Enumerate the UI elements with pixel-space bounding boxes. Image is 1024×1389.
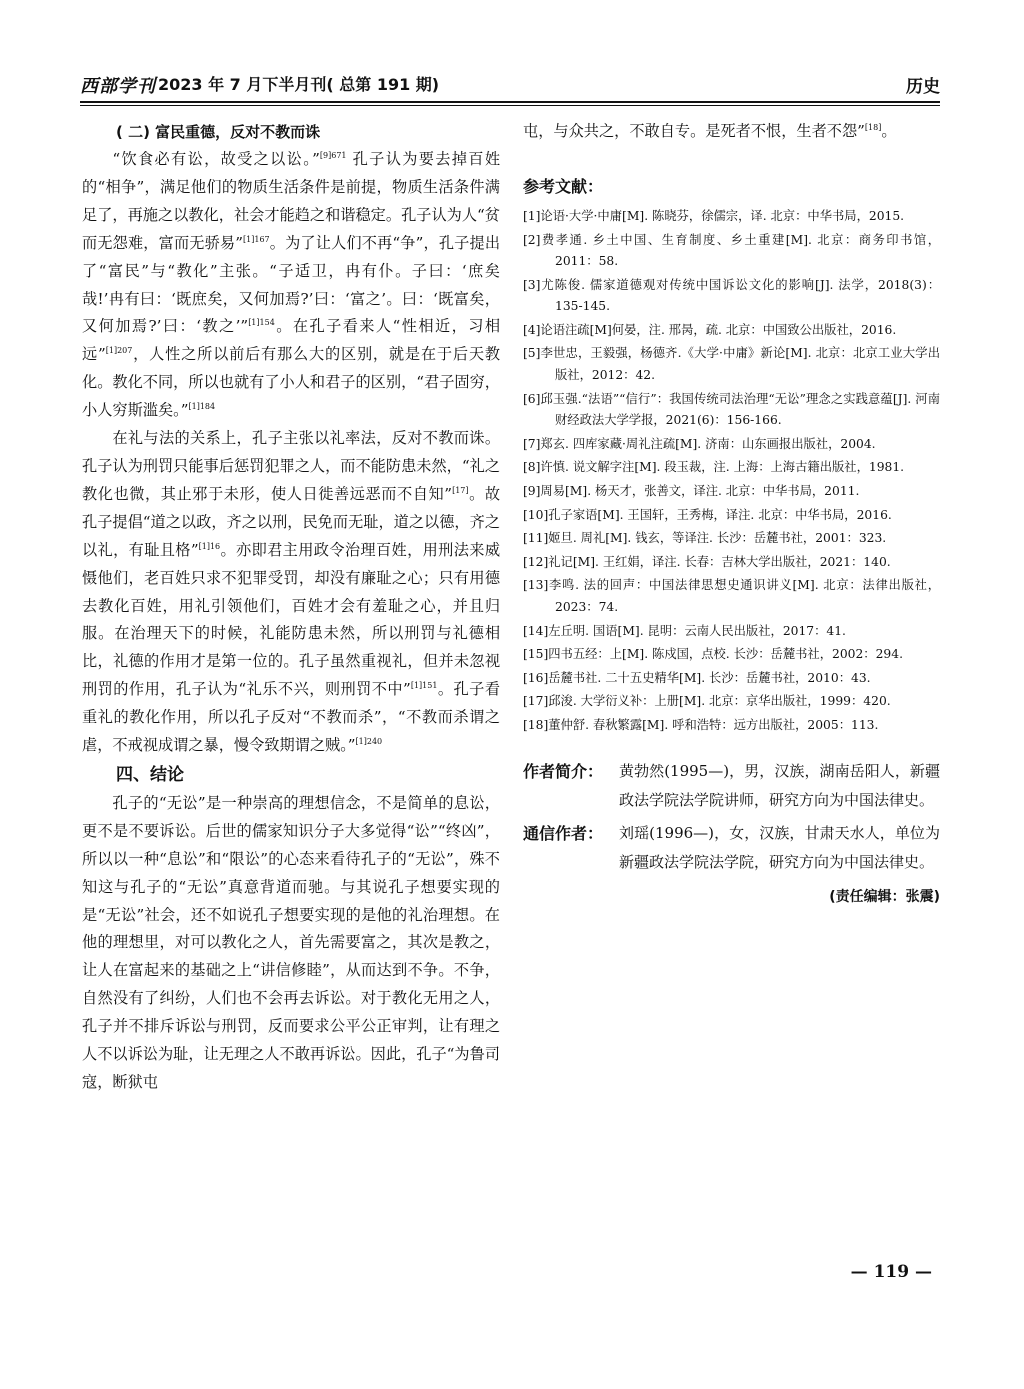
reference-item: [11]姬旦. 周礼[M]. 钱玄，等译注. 长沙：岳麓书社，2001：323. [523, 531, 887, 546]
citation: [9]671 [319, 150, 347, 160]
reference-item: [10]孔子家语[M]. 王国轩，王秀梅，译注. 北京：中华书局，2016. [523, 507, 892, 522]
reference-item: [2]费孝通. 乡土中国、生育制度、乡土重建[M]. 北京：商务印书馆，2011：58. [523, 232, 940, 269]
paragraph: “饮食必有讼，故受之以讼。”$^{[9]671}$ 孔子认为要去掉百姓的“相争”，满足他们的物质生活条件是前提，物质生活条件满足了，再施之以教化，社会才能趋之和谐稳定。孔子认为人“贫而无怨难，富而无骄易”$^{[1]167}$。为了让人们不再“争”，孔子提出了“富民”与“教化”主张。“子适卫，冉有仆。子曰：‘庶矣哉!’冉有曰：‘既庶矣，又何加焉?’曰：‘富之’。曰：‘既富矣，又何加焉?’曰：‘教之’”$^{[1]154}$。在孔子看来人“性相近，习相远”$^{[1]207}$，人性之所以前后有那么大的区别，就是在于后天教化。教化不同，所以也就有了小人和君子的区别，“君子固穷，小人穷斯滥矣。”$^{[1]184}$ [82, 150, 501, 420]
citation: [1]154 [248, 318, 275, 328]
responsible-editor: (责任编辑：张震) [829, 888, 940, 905]
left-column [82, 118, 500, 1097]
citation: [1]151 [410, 681, 438, 691]
reference-item: [12]礼记[M]. 王红娟，译注. 长春：吉林大学出版社，2021：140. [523, 554, 891, 569]
page-number: — 119 — [850, 1262, 932, 1282]
reference-list [523, 206, 940, 737]
citation: [1]184 [188, 402, 216, 412]
issue-info: 2023 年 7 月下半月刊( 总第 191 期) [158, 75, 440, 94]
header-rule-thin [80, 105, 940, 106]
corresponding-author [523, 819, 940, 877]
reference-item: [5]李世忠，王毅强，杨德齐.《大学·中庸》新论[M]. 北京：北京工业大学出版社，2012：42. [523, 346, 940, 383]
page-header [80, 72, 940, 100]
section-heading: 四、结论 [116, 764, 184, 785]
references-title: 参考文献： [523, 176, 604, 196]
author-label: 作者简介： [523, 761, 604, 781]
paragraph: 在礼与法的关系上，孔子主张以礼率法，反对不教而诛。孔子认为刑罚只能事后惩罚犯罪之人，而不能防患未然，“礼之教化也微，其止邪于未形，使人日徙善远恶而不自知”[17]。故孔子提倡“道之以政，齐之以刑，民免而无耻，道之以德，齐之以礼，有耻且格”$^{[1]16}$。亦即君主用政令治理百姓，用刑法来威慑他们，老百姓只求不犯罪受罚，却没有廉耻之心；只有用德去教化百姓，用礼引领他们，百姓才会有羞耻之心，并且归服。在治理天下的时候，礼能防患未然，所以刑罚与礼德相比，礼德的作用才是第一位的。孔子虽然重视礼，但并未忽视刑罚的作用，孔子认为“礼乐不兴，则刑罚不中”$^{[1]151}$。孔子看重礼的教化作用，所以孔子反对“不教而杀”，“不教而杀谓之虐，不戒视成谓之暴，慢令致期谓之贼。”$^{[1]240}$ [82, 429, 501, 755]
reference-item: [3]尤陈俊. 儒家道德观对传统中国诉讼文化的影响[J]. 法学，2018(3)：135-145. [523, 277, 940, 314]
citation: [1]16 [198, 541, 221, 551]
reference-item: [7]郑玄. 四库家藏·周礼注疏[M]. 济南：山东画报出版社，2004. [523, 436, 876, 451]
paragraph: 屯，与众共之，不敢自专。是死者不恨，生者不怨”[18]。 [523, 122, 897, 140]
corresponding-text: 刘瑶(1996—)，女，汉族，甘肃天水人，单位为新疆政法学院法学院，研究方向为中国法律史。 [619, 823, 940, 871]
citation: [18] [864, 122, 882, 132]
corresponding-label: 通信作者： [523, 823, 604, 843]
reference-item: [6]邱玉强.“法语”“信行”：我国传统司法治理“无讼”理念之实践意蕴[J]. 河南财经政法大学学报，2021(6)：156-166. [523, 391, 940, 428]
journal-logo: 西部学刊 [80, 76, 156, 97]
subheading: ( 二) 富民重德，反对不教而诛 [116, 123, 321, 141]
reference-item: [9]周易[M]. 杨天才，张善文，译注. 北京：中华书局，2011. [523, 484, 860, 499]
reference-item: [1]论语·大学·中庸[M]. 陈晓芬，徐儒宗，译. 北京：中华书局，2015. [523, 208, 905, 223]
author-text: 黄勃然(1995—)，男，汉族，湖南岳阳人，新疆政法学院法学院讲师，研究方向为中国法律史。 [619, 761, 940, 809]
reference-item: [14]左丘明. 国语[M]. 昆明：云南人民出版社，2017：41. [523, 623, 846, 638]
right-column [523, 118, 940, 909]
reference-item: [4]论语注疏[M]何晏，注. 邢昺，疏. 北京：中国致公出版社，2016. [523, 322, 897, 337]
reference-item: [18]董仲舒. 春秋繁露[M]. 呼和浩特：远方出版社，2005：113. [523, 717, 879, 732]
citation: [17] [452, 485, 469, 495]
reference-item: [13]李鸣. 法的回声：中国法律思想史通识讲义[M]. 北京：法律出版社，2023：74. [523, 578, 940, 614]
reference-item: [17]邱浚. 大学衍义补：上册[M]. 北京：京华出版社，1999：420. [523, 694, 891, 709]
section-name: 历史 [906, 77, 940, 97]
citation: [1]207 [105, 346, 133, 356]
author-bio [523, 757, 940, 815]
author-info [523, 757, 940, 877]
citation: [1]240 [355, 736, 383, 746]
reference-item: [16]岳麓书社. 二十五史精华[M]. 长沙：岳麓书社，2010：43. [523, 670, 871, 685]
paragraph: 孔子的“无讼”是一种崇高的理想信念，不是简单的息讼，更不是不要诉讼。后世的儒家知识分子大多觉得“讼”“终凶”，所以以一种“息讼”和“限讼”的心态来看待孔子的“无讼”，殊不知这与孔子的“无讼”真意背道而驰。与其说孔子想要实现的是“无讼”社会，还不如说孔子想要实现的是他的礼治理想。在他的理想里，对可以教化之人，首先需要富之，其次是教之，让人在富起来的基础之上“讲信修睦”，从而达到不争。不争，自然没有了纠纷，人们也不会再去诉讼。对于教化无用之人，孔子并不排斥诉讼与刑罚，反而要求公平公正审判，让有理之人不以诉讼为耻，让无理之人不敢再诉讼。因此，孔子“为鲁司寇，断狱屯 [82, 793, 500, 1091]
header-rule [80, 101, 940, 103]
citation: [1]167 [243, 234, 270, 244]
reference-item: [15]四书五经：上[M]. 陈戍国，点校. 长沙：岳麓书社，2002：294. [523, 647, 903, 662]
reference-item: [8]许慎. 说文解字注[M]. 段玉裁，注. 上海：上海古籍出版社，1981. [523, 460, 905, 475]
